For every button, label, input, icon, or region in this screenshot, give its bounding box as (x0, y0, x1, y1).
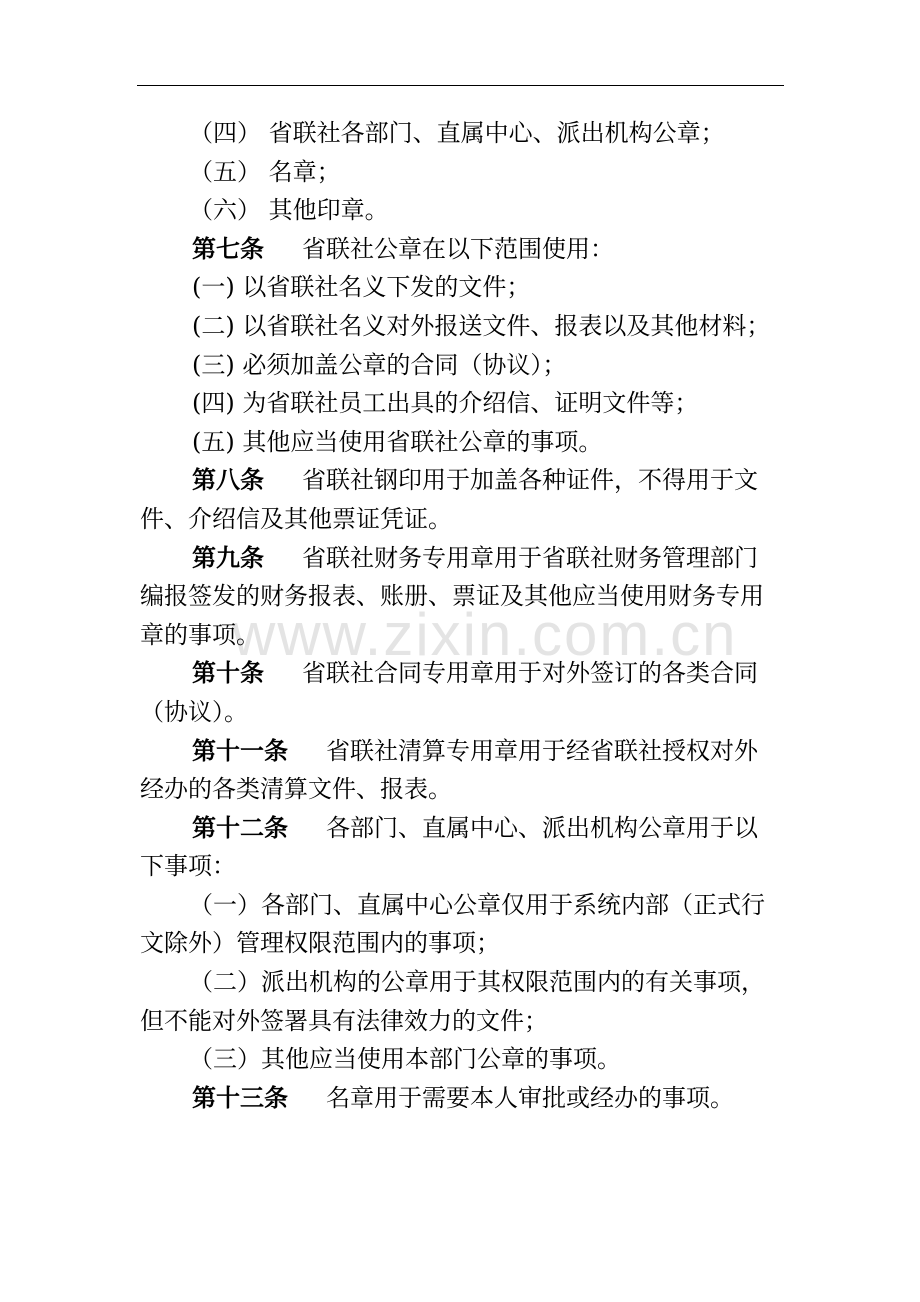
line-text: （四） 省联社各部门、直属中心、派出机构公章； (189, 119, 725, 147)
list-item (140, 114, 790, 153)
article-12 (140, 809, 790, 848)
line-text: 省联社公章在以下范围使用： (302, 234, 614, 263)
list-item (140, 268, 790, 307)
paragraph-line (140, 770, 790, 809)
article-heading: 第十二条 (192, 812, 288, 842)
line-text: （五） 名章； (189, 157, 341, 186)
line-text: 章的事项。 (140, 620, 260, 649)
line-text: 省联社合同专用章用于对外签订的各类合同 (302, 659, 758, 688)
list-item (140, 307, 790, 346)
article-11 (140, 732, 790, 771)
line-text: 件、介绍信及其他票证凭证。 (140, 504, 452, 533)
line-text: (四) 为省联社员工出具的介绍信、证明文件等； (192, 389, 699, 418)
list-item (140, 153, 790, 192)
line-text: 各部门、直属中心、派出机构公章用于以 (326, 813, 758, 842)
paragraph-line (140, 577, 790, 616)
list-item (140, 963, 790, 1002)
paragraph-line (140, 693, 790, 732)
paragraph-line (140, 924, 790, 963)
line-text: （二）派出机构的公章用于其权限范围内的有关事项， (189, 968, 765, 997)
line-text: 省联社财务专用章用于省联社财务管理部门 (302, 543, 758, 572)
line-text: 省联社清算专用章用于经省联社授权对外 (326, 736, 758, 765)
article-8 (140, 461, 790, 500)
article-heading: 第八条 (192, 465, 264, 495)
header-rule (137, 85, 784, 86)
article-heading: 第九条 (192, 542, 264, 572)
line-text: 文除外）管理权限范围内的事项； (140, 929, 500, 958)
list-item (140, 423, 790, 462)
watermark: www.zixin.com.cn (232, 601, 738, 668)
line-text: 经办的各类清算文件、报表。 (140, 775, 452, 804)
line-text: 名章用于需要本人审批或经办的事项。 (326, 1083, 734, 1112)
paragraph-line (140, 616, 790, 655)
line-text: (五) 其他应当使用省联社公章的事项。 (192, 427, 603, 456)
line-text: 省联社钢印用于加盖各种证件，不得用于文 (302, 466, 758, 495)
paragraph-line (140, 500, 790, 539)
line-text: （三）其他应当使用本部门公章的事项。 (189, 1045, 621, 1074)
list-item (140, 886, 790, 925)
article-7 (140, 230, 790, 269)
article-13 (140, 1079, 790, 1118)
article-heading: 第十三条 (192, 1082, 288, 1112)
line-text: (一) 以省联社名义下发的文件； (192, 273, 531, 302)
article-heading: 第十一条 (192, 735, 288, 765)
document-body (140, 114, 790, 1117)
paragraph-line (140, 1002, 790, 1041)
article-heading: 第七条 (192, 233, 264, 263)
article-10 (140, 654, 790, 693)
line-text: （一）各部门、直属中心公章仅用于系统内部（正式行 (189, 890, 765, 919)
list-item (140, 384, 790, 423)
line-text: （六） 其他印章。 (189, 196, 389, 225)
article-heading: 第十条 (192, 658, 264, 688)
line-text: (三) 必须加盖公章的合同（协议）； (192, 350, 567, 379)
line-text: 但不能对外签署具有法律效力的文件； (140, 1006, 548, 1035)
line-text: （协议）。 (140, 697, 248, 726)
list-item (140, 1040, 790, 1079)
paragraph-line (140, 847, 790, 886)
line-text: 编报签发的财务报表、账册、票证及其他应当使用财务专用 (140, 582, 764, 611)
line-text: (二) 以省联社名义对外报送文件、报表以及其他材料； (192, 311, 771, 340)
list-item (140, 191, 790, 230)
article-9 (140, 539, 790, 578)
list-item (140, 346, 790, 385)
line-text: 下事项： (140, 852, 236, 881)
